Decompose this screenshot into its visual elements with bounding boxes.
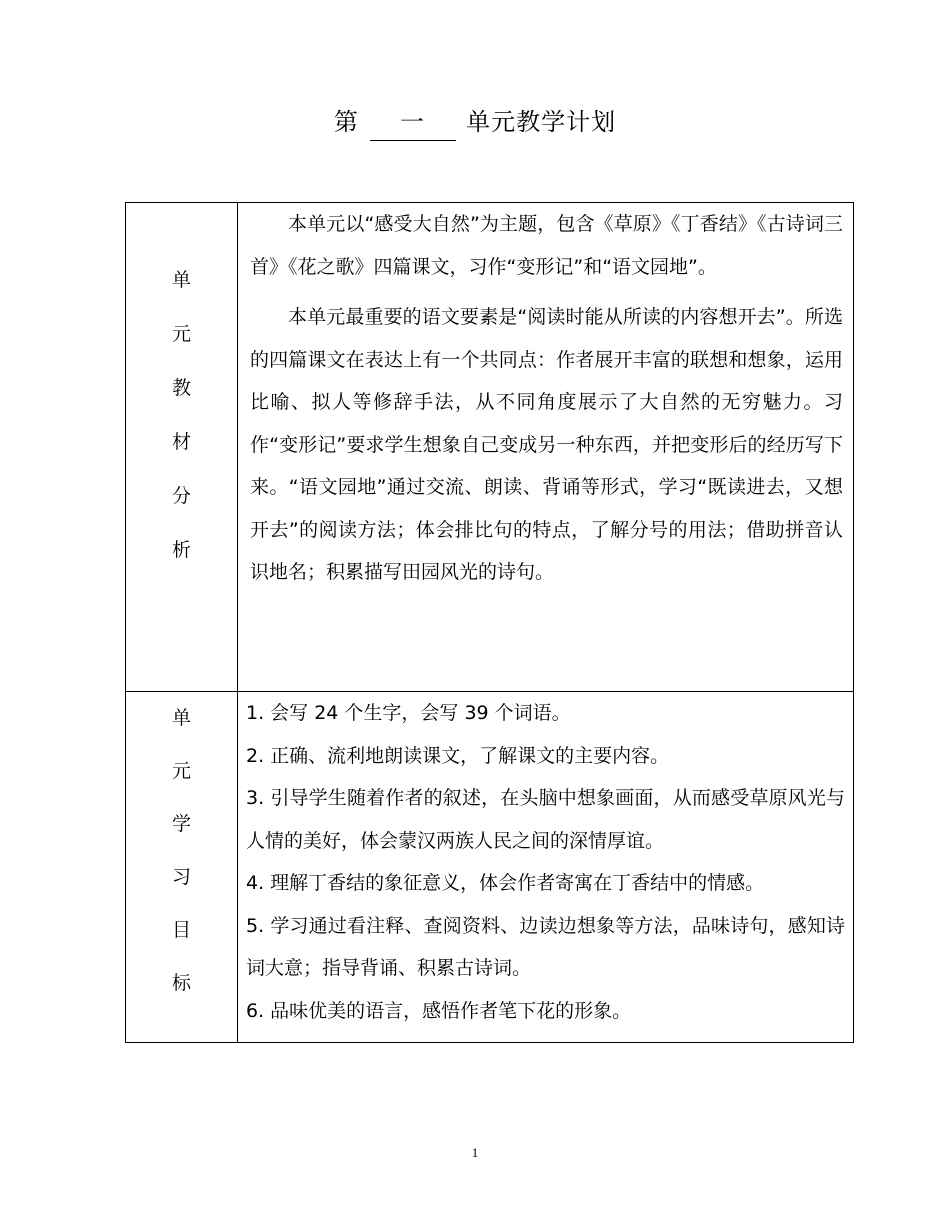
goal-item: 6. 品味优美的语言，感悟作者笔下花的形象。: [246, 999, 632, 1022]
analysis-label-char: 教: [171, 377, 191, 399]
goals-label-char: 单: [171, 707, 191, 729]
analysis-row: [126, 203, 854, 692]
goals-content-cell: [238, 692, 854, 1043]
analysis-content-cell: [238, 203, 854, 692]
goals-label-cell: [126, 692, 238, 1043]
analysis-paragraph: 本单元最重要的语文要素是“阅读时能从所读的内容想开去”。所选的四篇课文在表达上有一个共同点：作者展开丰富的联想和想象，运用比喻、拟人等修辞手法，从不同角度展示了大自然的无穷魅力。习作“变形记”要求学生想象自己变成另一种东西，并把变形后的经历写下来。“语文园地”通过交流、朗读、背诵等形式，学习“既读进去，又想开去”的阅读方法；体会排比句的特点，了解分号的用法；借助拼音认识地名；积累描写田园风光的诗句。: [250, 306, 843, 583]
analysis-label-char: 分: [171, 485, 191, 507]
analysis-paragraph: 本单元以“感受大自然”为主题，包含《草原》《丁香结》《古诗词三首》《花之歌》四篇课文，习作“变形记”和“语文园地”。: [250, 213, 843, 278]
analysis-label-char: 材: [171, 431, 191, 453]
analysis-label: [126, 203, 237, 577]
analysis-label-cell: [126, 203, 238, 692]
goal-item: 5. 学习通过看注释、查阅资料、边读边想象等方法，品味诗句，感知诗词大意；指导背诵、积累古诗词。: [246, 914, 845, 979]
goals-label: [126, 692, 237, 1010]
analysis-label-char: 析: [171, 539, 191, 561]
goals-row: [126, 692, 854, 1043]
goals-label-char: 学: [171, 813, 191, 835]
unit-number-blank: 一: [370, 104, 456, 141]
goals-label-char: 习: [171, 866, 191, 888]
goals-label-char: 元: [171, 760, 191, 782]
goals-label-char: 标: [171, 972, 191, 994]
page-number: 1: [471, 1145, 479, 1160]
goal-item: 2. 正确、流利地朗读课文，了解课文的主要内容。: [246, 744, 670, 767]
goals-label-char: 目: [171, 919, 191, 941]
goal-item: 4. 理解丁香结的象征意义，体会作者寄寓在丁香结中的情感。: [246, 872, 765, 894]
title-prefix: 第: [333, 108, 359, 136]
title-suffix: 单元教学计划: [466, 108, 617, 136]
goal-item: 3. 引导学生随着作者的叙述，在头脑中想象画面，从而感受草原风光与人情的美好，体会蒙汉两族人民之间的深情厚谊。: [246, 787, 845, 852]
teaching-plan-table: [125, 202, 854, 1043]
analysis-label-char: 单: [171, 269, 191, 291]
page-title: [0, 104, 950, 141]
analysis-label-char: 元: [171, 323, 191, 345]
goal-item: 1. 会写 24 个生字，会写 39 个词语。: [246, 702, 571, 724]
